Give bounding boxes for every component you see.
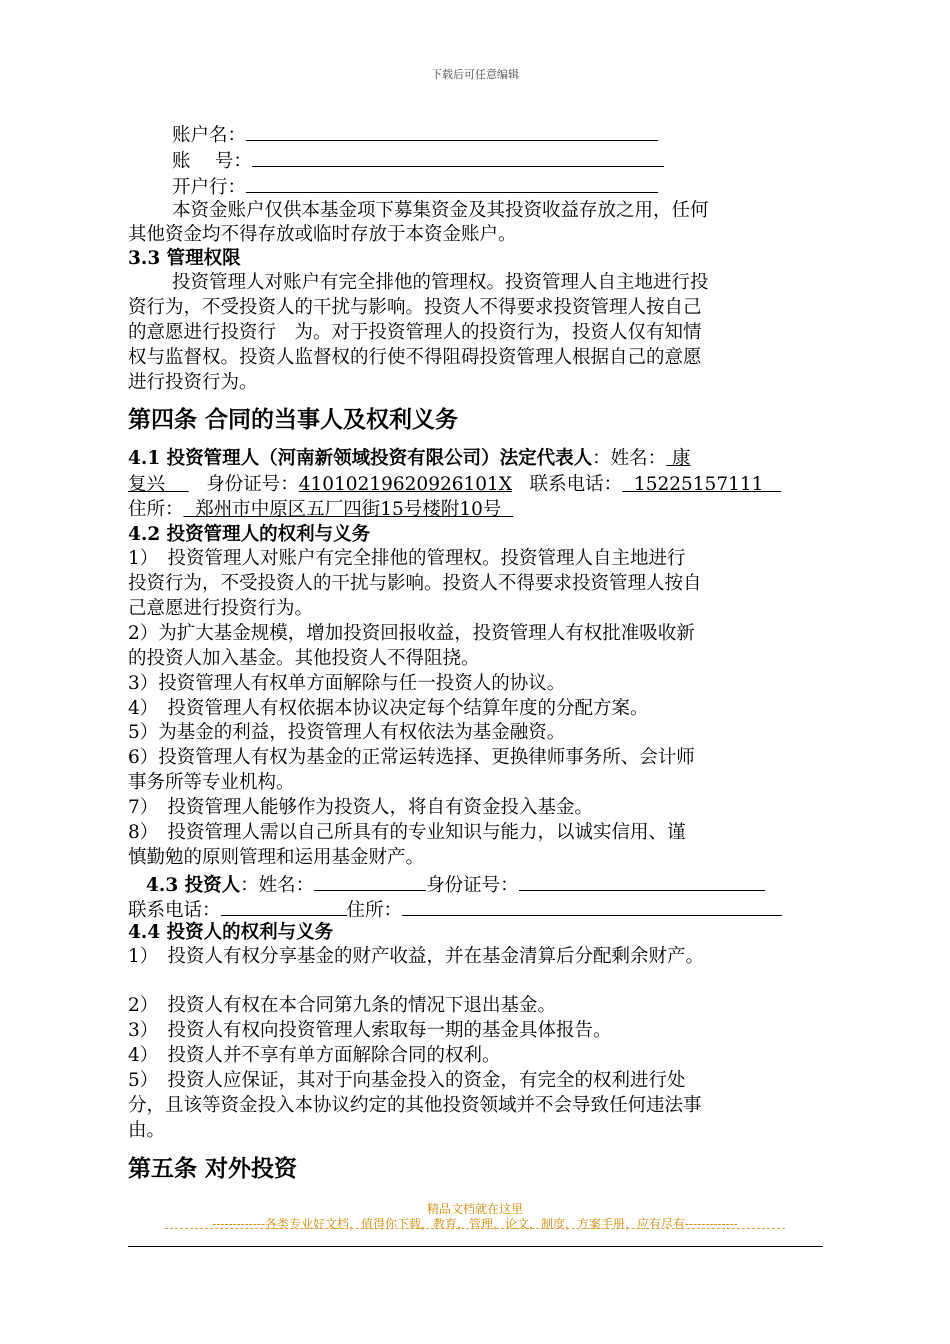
footer-promo-text: -------------各类专业好文档，值得你下载，教育，管理，论文，制度，方案手册，应有尽有------------- xyxy=(212,1217,738,1231)
investor-id-blank xyxy=(519,872,765,891)
paragraph-line: 投资管理人对账户有完全排他的管理权。投资管理人自主地进行投 xyxy=(172,272,709,293)
list-item: 7） 投资管理人能够作为投资人，将自有资金投入基金。 xyxy=(128,797,594,818)
account-bank-label: 开户行： xyxy=(172,177,247,198)
name-label: ：姓名： xyxy=(592,448,667,469)
list-item: 2） 投资人有权在本合同第九条的情况下退出基金。 xyxy=(128,995,557,1016)
list-item: 3）投资管理人有权单方面解除与任一投资人的协议。 xyxy=(128,673,566,694)
list-item: 2）为扩大基金规模，增加投资回报收益，投资管理人有权批准吸收新 xyxy=(128,623,695,644)
account-name-blank xyxy=(246,122,658,141)
manager-rep-label: 4.1 投资管理人（河南新领域投资有限公司）法定代表人 xyxy=(128,448,593,469)
list-item: 8） 投资管理人需以自己所具有的专业知识与能力，以诚实信用、谨 xyxy=(128,822,686,843)
paragraph-line: 的意愿进行投资行 为。对于投资管理人的投资行为，投资人仅有知情 xyxy=(128,322,702,343)
manager-rep-row xyxy=(128,448,691,470)
rep-id-value: 41010219620926101X xyxy=(298,474,512,495)
id-label: 身份证号： xyxy=(206,474,299,495)
account-bank-row xyxy=(172,174,658,199)
footer-rule xyxy=(128,1246,823,1247)
account-name-row xyxy=(172,122,658,147)
article-5-heading: 第五条 对外投资 xyxy=(128,1155,298,1182)
section-4-2-title: 4.2 投资管理人的权利与义务 xyxy=(128,524,371,545)
list-item: 由。 xyxy=(128,1120,166,1141)
name-label: ：姓名： xyxy=(240,875,315,896)
investor-address-blank xyxy=(402,897,782,916)
investor-row xyxy=(146,872,765,897)
list-item: 4） 投资人并不享有单方面解除合同的权利。 xyxy=(128,1045,501,1066)
list-item: 己意愿进行投资行为。 xyxy=(128,598,314,619)
account-number-blank xyxy=(252,148,664,167)
list-item: 3） 投资人有权向投资管理人索取每一期的基金具体报告。 xyxy=(128,1020,612,1041)
investor-name-blank xyxy=(314,872,426,891)
account-note-line: 其他资金均不得存放或临时存放于本资金账户。 xyxy=(128,224,517,245)
list-item: 1） 投资人有权分享基金的财产收益，并在基金清算后分配剩余财产。 xyxy=(128,946,705,967)
rep-name-part1: 康 xyxy=(672,448,691,469)
footer-promo-title: 精品文档就在这里 xyxy=(426,1202,523,1216)
manager-address-row xyxy=(128,499,513,521)
account-note-line: 本资金账户仅供本基金项下募集资金及其投资收益存放之用，任何 xyxy=(172,200,709,221)
list-item: 慎勤勉的原则管理和运用基金财产。 xyxy=(128,847,425,868)
list-item: 的投资人加入基金。其他投资人不得阻挠。 xyxy=(128,648,480,669)
rep-phone-value: 15225157111 xyxy=(633,474,764,495)
article-4-heading: 第四条 合同的当事人及权利义务 xyxy=(128,406,459,433)
rep-name-part2: 复兴 xyxy=(128,474,166,495)
list-item: 5） 投资人应保证，其对于向基金投入的资金，有完全的权利进行处 xyxy=(128,1070,686,1091)
list-item: 6）投资管理人有权为基金的正常运转选择、更换律师事务所、会计师 xyxy=(128,747,695,768)
list-item: 分，且该等资金投入本协议约定的其他投资领域并不会导致任何违法事 xyxy=(128,1095,702,1116)
section-4-4-title: 4.4 投资人的权利与义务 xyxy=(128,922,334,943)
phone-label: 联系电话： xyxy=(529,474,623,495)
account-name-label: 账户名： xyxy=(172,125,247,146)
list-item: 4） 投资管理人有权依据本协议决定每个结算年度的分配方案。 xyxy=(128,698,649,719)
list-item: 5）为基金的利益，投资管理人有权依法为基金融资。 xyxy=(128,722,566,743)
paragraph-line: 权与监督权。投资人监督权的行使不得阻碍投资管理人根据自己的意愿 xyxy=(128,347,702,368)
list-item: 1） 投资管理人对账户有完全排他的管理权。投资管理人自主地进行 xyxy=(128,548,686,569)
address-label: 住所： xyxy=(128,499,184,520)
investor-label: 4.3 投资人 xyxy=(146,875,241,896)
address-label: 住所： xyxy=(346,900,403,921)
list-item: 事务所等专业机构。 xyxy=(128,772,295,793)
phone-label: 联系电话： xyxy=(128,900,221,921)
paragraph-line: 资行为，不受投资人的干扰与影响。投资人不得要求投资管理人按自己 xyxy=(128,297,702,318)
investor-phone-blank xyxy=(221,897,347,916)
investor-contact-row xyxy=(128,897,782,922)
paragraph-line: 进行投资行为。 xyxy=(128,372,258,393)
footer-dashed-divider xyxy=(165,1228,785,1229)
id-label: 身份证号： xyxy=(426,875,519,896)
list-item: 投资行为，不受投资人的干扰与影响。投资人不得要求投资管理人按自 xyxy=(128,573,702,594)
account-number-label: 账 号： xyxy=(172,151,252,172)
account-number-row xyxy=(172,148,664,173)
rep-address-value: 郑州市中原区五厂四街15号楼附10号 xyxy=(195,499,502,520)
account-bank-blank xyxy=(246,174,658,193)
manager-id-row xyxy=(128,474,781,496)
section-3-3-title: 3.3 管理权限 xyxy=(128,248,241,269)
page-header-note: 下载后可任意编辑 xyxy=(431,68,519,81)
